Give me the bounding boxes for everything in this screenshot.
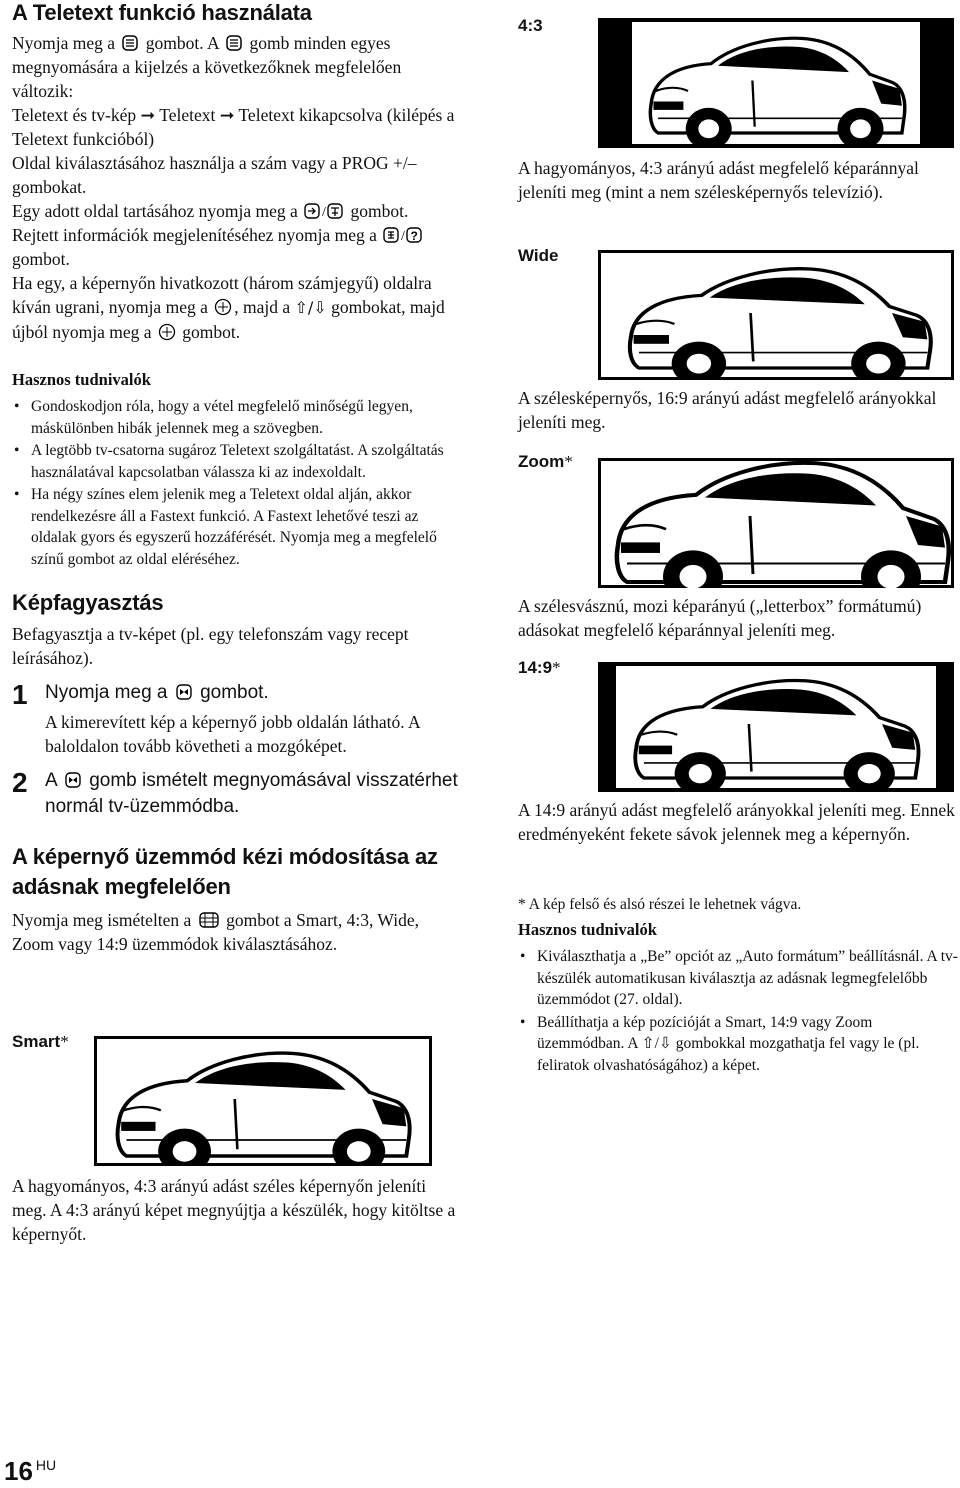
hints-heading: Hasznos tudnivalók	[12, 370, 151, 389]
list-item: • Beállíthatja a kép pozícióját a Smart, 14:9 vagy Zoom üzemmódban. A ⇧/⇩ gombokkal mozgathatja fel vagy le (pl. feliratok olvashatóságához) a képet.	[518, 1012, 958, 1077]
zoom-mode-image	[598, 458, 954, 588]
teletext-paragraph-3: Egy adott oldal tartásához nyomja meg a / gombot.	[12, 201, 409, 221]
screen-mode-heading: A képernyő üzemmód kézi módosítása az adásnak megfelelően	[12, 844, 438, 899]
footnote: * A kép felső és alsó részei le lehetnek vágva.	[518, 896, 802, 913]
mode-4-3-image	[598, 18, 954, 148]
left-column	[12, 0, 462, 956]
screen-mode-intro: Nyomja meg ismételten a gombot a Smart, 4:3, Wide, Zoom vagy 14:9 üzemmódok kiválasztásához.	[12, 910, 419, 954]
svg-text:?: ?	[410, 229, 419, 243]
step-number: 1	[12, 679, 28, 710]
page-number: 16 HU	[4, 1456, 57, 1486]
arrow-right-icon: ➞	[140, 105, 156, 125]
screen-hints	[518, 920, 958, 1077]
hints-heading: Hasznos tudnivalók	[518, 920, 657, 939]
freeze-button-icon	[175, 683, 193, 701]
freeze-button-icon	[64, 771, 82, 789]
mode-4-3-description: A hagyományos, 4:3 arányú adást megfelelő képaránnyal jeleníti meg (mint a nem szélesképernyős televízió).	[518, 158, 919, 202]
teletext-paragraph-4: Rejtett információk megjelenítéséhez nyomja meg a / ? gombot.	[12, 223, 462, 271]
wide-mode-description: A szélesképernyős, 16:9 arányú adást megfelelő arányokkal jeleníti meg.	[518, 388, 937, 432]
freeze-step-2	[12, 768, 462, 820]
hints-list	[518, 946, 958, 1076]
mode-label-4-3: 4:3	[518, 16, 543, 35]
wide-mode-image	[598, 250, 954, 380]
reveal-icon	[383, 226, 423, 244]
teletext-paragraph-5: Ha egy, a képernyőn hivatkozott (három számjegyű) oldalra kíván ugrani, nyomja meg a , majd a ⇧/⇩ gombokat, majd újból nyomja meg a gombot.	[12, 273, 445, 342]
hints-list	[12, 396, 462, 570]
teletext-heading: A Teletext funkció használata	[12, 0, 312, 25]
freeze-step-1	[12, 680, 462, 758]
mode-label-zoom: Zoom*	[518, 452, 573, 471]
mode-14-9-description: A 14:9 arányú adást megfelelő arányokkal jeleníti meg. Ennek eredményeként fekete sávok jelennek meg a képernyőn.	[518, 800, 955, 844]
step-title: Nyomja meg a gombot.	[45, 682, 269, 703]
zoom-mode-description: A szélesvásznú, mozi képarányú („letterbox” formátumú) adásokat megfelelő képaránnyal jeleníti meg.	[518, 596, 922, 640]
teletext-paragraph-2: Oldal kiválasztásához használja a szám vagy a PROG +/– gombokat.	[12, 153, 417, 197]
teletext-button-icon	[225, 34, 243, 52]
list-item: • Ha négy színes elem jelenik meg a Teletext oldal alján, akkor rendelkezésre áll a Fastext funkció. A Fastext lehetővé teszi az oldalak gyors és egyszerű hozzáférését. Nyomja meg a megfelelő színű gombot az oldal eléréséhez.	[12, 484, 462, 570]
step-description: A kimerevített kép a képernyő jobb oldalán látható. A baloldalon tovább követheti a mozgóképet.	[45, 712, 420, 756]
list-item: • A legtöbb tv-csatorna sugároz Teletext szolgáltatást. A szolgáltatás használatával kapcsolatban válassza ki az indexoldalt.	[12, 440, 462, 483]
ok-button-icon	[214, 298, 232, 316]
mode-14-9-image	[598, 662, 954, 792]
step-title: A gomb ismételt megnyomásával visszatérhet normál tv-üzemmódba.	[45, 770, 458, 817]
teletext-paragraph-1: Nyomja meg a gombot. A gomb minden egyes megnyomására a kijelzés a következőknek megfelelően változik:	[12, 33, 402, 101]
freeze-intro: Befagyasztja a tv-képet (pl. egy telefonszám vagy recept leírásához).	[12, 624, 409, 668]
mode-label-smart: Smart*	[12, 1032, 69, 1051]
list-item: • Gondoskodjon róla, hogy a vétel megfelelő minőségű legyen, máskülönben hibák jelennek meg a szövegben.	[12, 396, 462, 439]
smart-mode-image	[94, 1036, 432, 1166]
step-number: 2	[12, 767, 28, 798]
smart-mode-description: A hagyományos, 4:3 arányú adást széles képernyőn jeleníti meg. A 4:3 arányú képet megnyújtja a készülék, hogy kitöltse a képernyőt.	[12, 1176, 456, 1244]
list-item: • Kiválaszthatja a „Be” opciót az „Auto formátum” beállításnál. A tv-készülék automatikusan kiválasztja az adásnak legmegfelelőbb üzemmódot (27. oldal).	[518, 946, 958, 1011]
teletext-button-icon	[121, 34, 139, 52]
freeze-heading: Képfagyasztás	[12, 590, 164, 615]
mode-label-wide: Wide	[518, 246, 559, 265]
svg-text:/: /	[401, 229, 406, 244]
svg-text:/: /	[322, 205, 327, 220]
wide-mode-button-icon	[198, 911, 220, 929]
arrow-right-icon: ➞	[219, 105, 235, 125]
teletext-mode-sequence: Teletext és tv-kép ➞ Teletext ➞ Teletext kikapcsolva (kilépés a Teletext funkcióból)	[12, 105, 455, 149]
teletext-hints	[12, 370, 462, 570]
up-down-arrow-icon: ⇧/⇩	[294, 298, 327, 317]
ok-button-icon	[158, 323, 176, 341]
mode-label-14-9: 14:9*	[518, 658, 561, 677]
hold-page-icon	[304, 202, 344, 220]
